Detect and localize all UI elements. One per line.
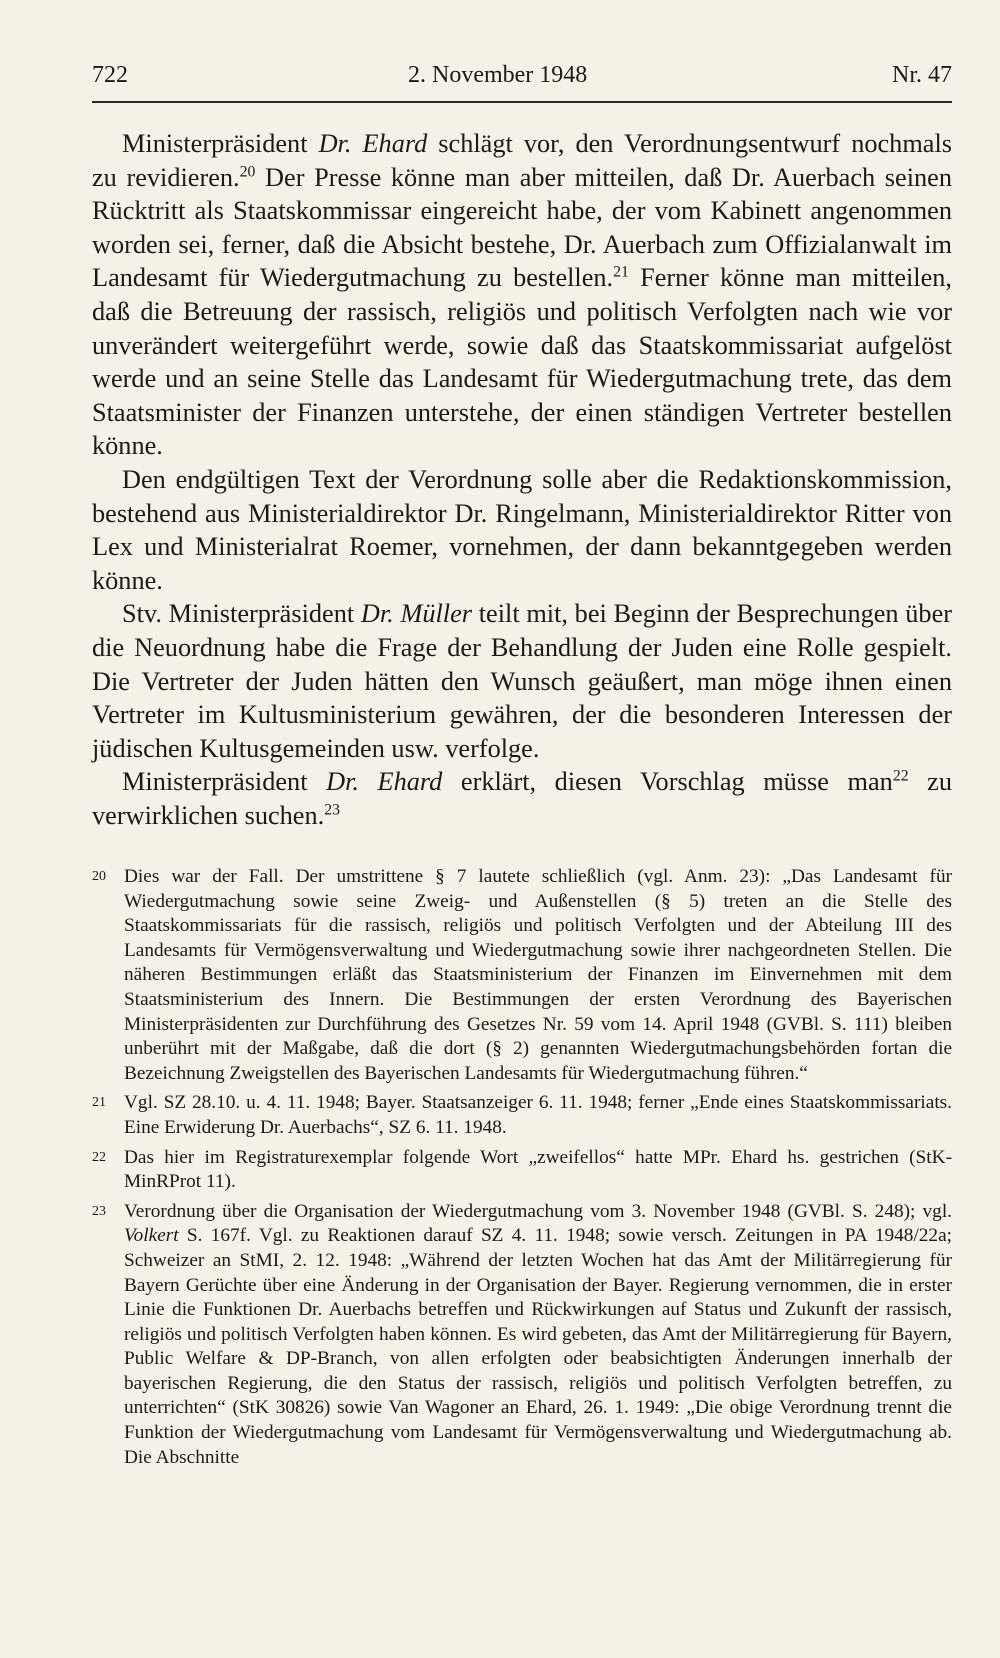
footnote — [92, 1091, 952, 1140]
footnote-text: Das hier im Registraturexemplar folgende Wort „zweifellos“ hatte MPr. Ehard hs. gestrichen (StK-MinRProt 11). — [124, 1146, 952, 1193]
speaker-name: Dr. Ehard — [318, 129, 428, 158]
footnote-ref: 21 — [613, 263, 629, 281]
text-run: teilt mit, bei Beginn der Besprechungen über die Neuordnung habe die Frage der Behandlung der Juden eine Rolle gespielt. Die Vertreter der Juden hätten den Wunsch geäußert, man möge ihnen einen Vertreter im Kultusministerium gewähren, der die besonderen Interessen der jüdischen Kultusgemeinden usw. verfolge. — [92, 599, 952, 763]
speaker-name: Dr. Müller — [360, 599, 473, 629]
footnote-text — [124, 1201, 952, 1468]
page-number: 722 — [92, 62, 128, 88]
footnote-ref: 22 — [892, 767, 909, 785]
footnote-ref: 23 — [324, 801, 340, 819]
paragraph — [92, 597, 952, 765]
paragraph — [92, 765, 952, 832]
footnote-number: 23 — [92, 1203, 106, 1219]
text-run: S. 167f. Vgl. zu Reaktionen darauf SZ 4. 11. 1948; sowie versch. Zeitungen in PA 1948/22a; Schweizer an StMI, 2. 12. 1948: „Während der letzten Wochen hat das Amt der Militärregierung für Bayern Gerüchte über eine Änderung in der Organisation der Bayer. Regierung vernommen, die in erster Linie die Funktionen Dr. Auerbachs betreffen und Rückwirkungen auf Status und Zukunft der rassisch, religiös und politisch Verfolgten haben können. Es wird gebeten, das Amt der Militärregierung für Bayern, Public Welfare & DP-Branch, von allen erfolgten oder beabsichtigten Änderungen innerhalb der bayerischen Regierung, die den Status der rassisch, religiös und politisch Verfolgten betreffen, zu unterrichten“ (StK 30826) sowie Van Wagoner an Ehard, 26. 1. 1949: „Die obige Verordnung trennt die Funktion der Wiedergutmachung vom Landesamt für Vermögensverwaltung und Wiedergutmachung ab. Die Abschnitte — [124, 1225, 952, 1468]
footnote-number: 22 — [92, 1149, 106, 1165]
text-run: Ministerpräsident — [122, 129, 319, 158]
text-run: Ferner könne man mitteilen, daß die Betreuung der rassisch, religiös und politisch Verfolgten nach wie vor unverändert weitergeführt werde, sowie daß das Staatskommissariat aufgelöst werde und an seine Stelle das Landesamt für Wiedergutmachung trete, das dem Staatsminister der Finanzen unterstehe, der einen ständigen Vertreter bestellen könne. — [92, 263, 952, 461]
text-run: Ministerpräsident — [122, 767, 327, 797]
header-rule — [92, 101, 952, 103]
text-run: erklärt, diesen Vorschlag müsse man — [442, 767, 893, 797]
footnote-number: 21 — [92, 1095, 106, 1111]
paragraph — [92, 127, 952, 463]
footnote-text: Vgl. SZ 28.10. u. 4. 11. 1948; Bayer. Staatsanzeiger 6. 11. 1948; ferner „Ende eines Staatskommissariats. Eine Erwiderung Dr. Auerbachs“, SZ 6. 11. 1948. — [124, 1092, 952, 1138]
main-text — [92, 127, 952, 832]
header-date: 2. November 1948 — [408, 62, 588, 88]
header-issue: Nr. 47 — [892, 62, 952, 88]
footnote — [92, 1200, 952, 1471]
author-name: Volkert — [124, 1225, 179, 1247]
footnote-number: 20 — [92, 869, 106, 884]
paragraph: Den endgültigen Text der Verordnung solle aber die Redaktionskommission, bestehend aus Ministerialdirektor Dr. Ringelmann, Ministerialdirektor Ritter von Lex und Ministerialrat Roemer, vornehmen, der dann bekanntgegeben werden könne. — [92, 464, 952, 595]
running-header — [92, 62, 952, 102]
text-run: Stv. Ministerpräsident — [122, 599, 361, 629]
text-run: Verordnung über die Organisation der Wiedergutmachung vom 3. November 1948 (GVBl. S. 248); vgl. — [124, 1200, 952, 1222]
text-run: Der Presse könne man aber mitteilen, daß Dr. Auerbach seinen Rücktritt als Staatskommissar eingereicht habe, der vom Kabinett angenommen worden sei, ferner, daß die Absicht bestehe, Dr. Auerbach zum Offizialanwalt im Landesamt für Wiedergutmachung zu bestellen. — [92, 162, 952, 293]
footnotes — [92, 865, 952, 1475]
footnote-ref: 20 — [239, 163, 256, 181]
footnote — [92, 865, 952, 1086]
footnote-text: Dies war der Fall. Der umstrittene § 7 lautete schließlich (vgl. Anm. 23): „Das Landesamt für Wiedergutmachung sowie seine Zweig- und Außenstellen (§ 5) treten an die Stelle des Staatskommissariats für die rassisch, religiös und politisch Verfolgten und der Abteilung III des Landesamts für Vermögensverwaltung und Wiedergutmachung sowie ihrer nachgeordneten Stellen. Die näheren Bestimmungen erläßt das Staatsministerium der Finanzen im Einvernehmen mit dem Staatsministerium des Innern. Die Bestimmungen der ersten Verordnung des Bayerischen Ministerpräsidenten zur Durchführung des Gesetzes Nr. 59 vom 14. April 1948 (GVBl. S. 111) bleiben unberührt mit der Maßgabe, daß die dort (§ 2) genannten Wiedergutmachungsbehörden fortan die Bezeichnung Zweigstellen des Bayerischen Landesamts für Wiedergutmachung führen.“ — [124, 866, 952, 1084]
text-run: schlägt vor, den Verordnungsentwurf nochmals zu revidieren. — [92, 129, 952, 192]
footnote — [92, 1146, 952, 1195]
speaker-name: Dr. Ehard — [326, 767, 443, 797]
text-run: zu verwirklichen suchen. — [92, 767, 952, 830]
